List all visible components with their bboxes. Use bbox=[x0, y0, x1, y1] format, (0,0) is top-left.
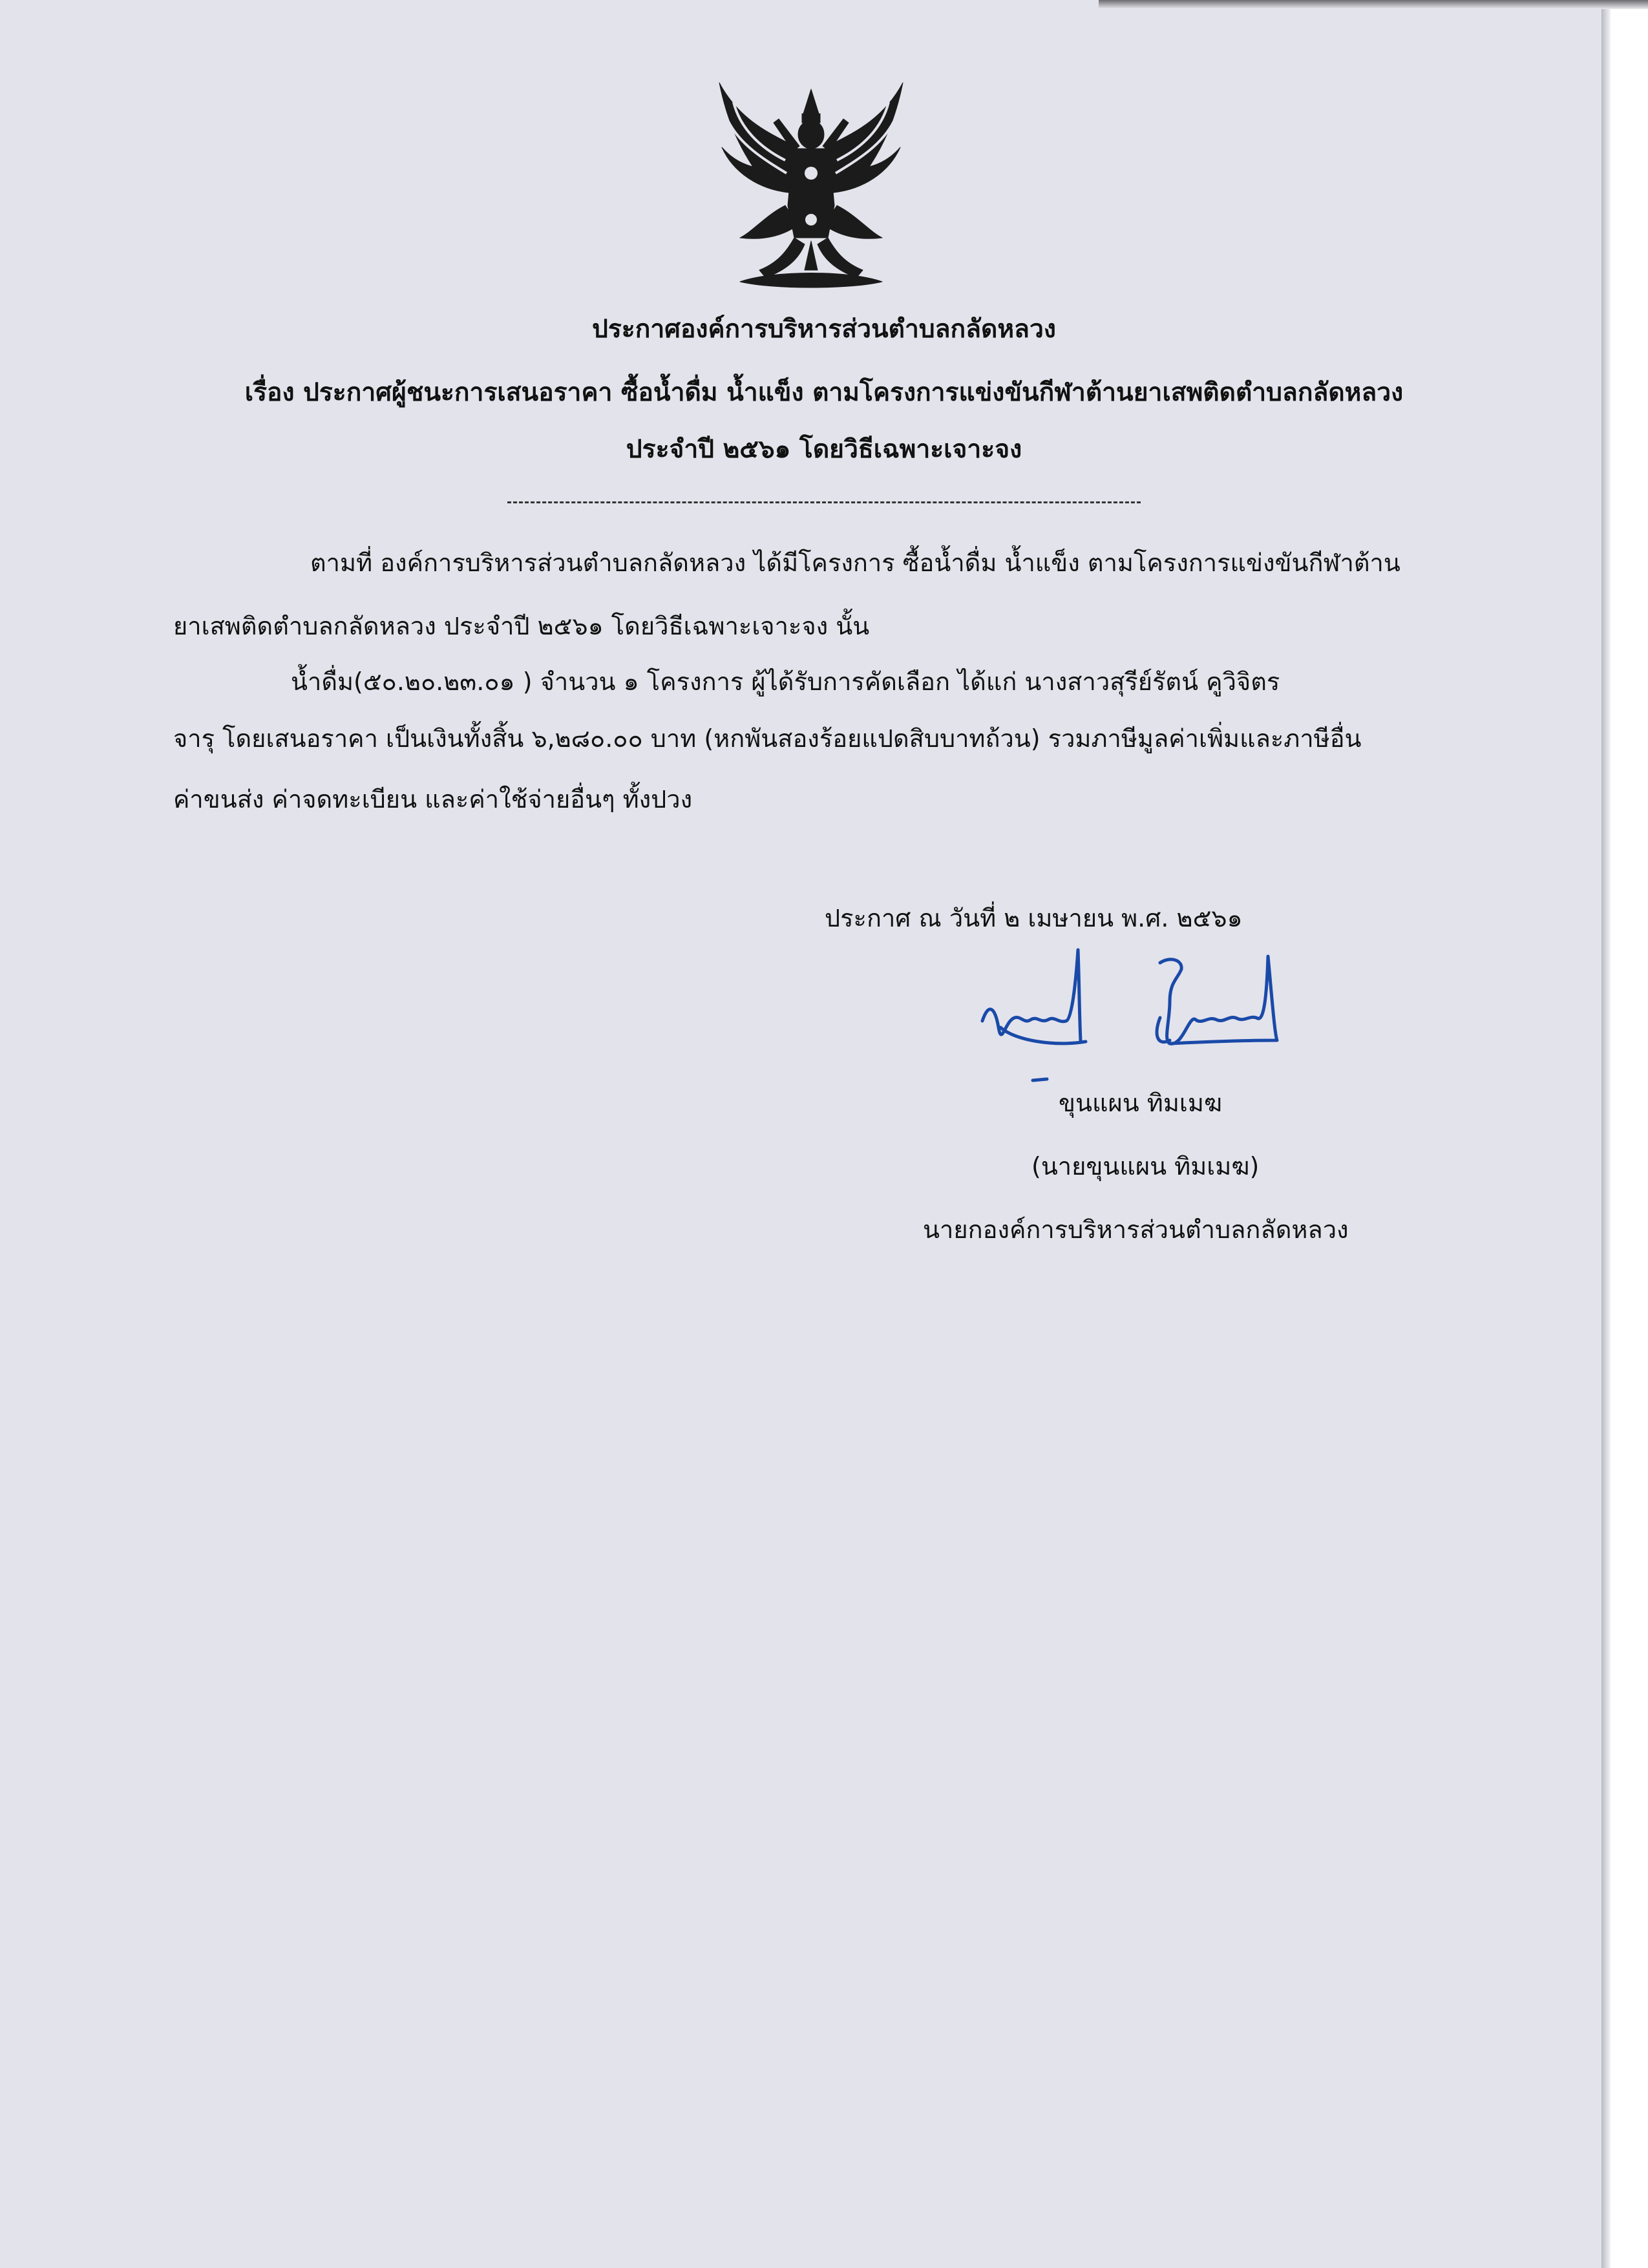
body-paragraph-2-line-1: น้ำดื่ม(๕๐.๒๐.๒๓.๐๑ ) จำนวน ๑ โครงการ ผู้ได้รับการคัดเลือก ได้แก่ นางสาวสุรีย์รัตน์ คูวิจิตร bbox=[291, 667, 1280, 696]
announcement-subject-heading: เรื่อง ประกาศผู้ชนะการเสนอราคา ซื้อน้ำดื่ม น้ำแข็ง ตามโครงการแข่งขันกีฬาต้านยาเสพติดตำบลกลัดหลวง bbox=[244, 378, 1404, 407]
signer-name: ขุนแผน ทิมเมฆ bbox=[1059, 1089, 1223, 1117]
announcement-year-heading: ประจำปี ๒๕๖๑ โดยวิธีเฉพาะเจาะจง bbox=[626, 435, 1022, 464]
announcement-date: ประกาศ ณ วันที่ ๒ เมษายน พ.ศ. ๒๕๖๑ bbox=[825, 904, 1243, 932]
signer-full-name: (นายขุนแผน ทิมเมฆ) bbox=[1031, 1152, 1260, 1181]
body-paragraph-2-line-2: จารุ โดยเสนอราคา เป็นเงินทั้งสิ้น ๖,๒๘๐.๐๐ บาท (หกพันสองร้อยแปดสิบบาทถ้วน) รวมภาษีมูลค่าเพิ่มและภาษีอื่น bbox=[173, 724, 1362, 753]
body-paragraph-1-line-1: ตามที่ องค์การบริหารส่วนตำบลกลัดหลวง ได้มีโครงการ ซื้อน้ำดื่ม น้ำแข็ง ตามโครงการแข่งขันกีฬาต้าน bbox=[310, 549, 1400, 577]
announcement-org-heading: ประกาศองค์การบริหารส่วนตำบลกลัดหลวง bbox=[592, 315, 1056, 344]
heading-divider bbox=[507, 501, 1141, 503]
body-paragraph-2-line-3: ค่าขนส่ง ค่าจดทะเบียน และค่าใช้จ่ายอื่นๆ ทั้งปวง bbox=[173, 785, 693, 814]
page-top-shadow bbox=[1099, 0, 1648, 9]
body-paragraph-1-line-2: ยาเสพติดตำบลกลัดหลวง ประจำปี ๒๕๖๑ โดยวิธีเฉพาะเจาะจง นั้น bbox=[173, 612, 870, 640]
signer-title: นายกองค์การบริหารส่วนตำบลกลัดหลวง bbox=[923, 1215, 1349, 1244]
garuda-emblem-icon bbox=[714, 76, 908, 296]
